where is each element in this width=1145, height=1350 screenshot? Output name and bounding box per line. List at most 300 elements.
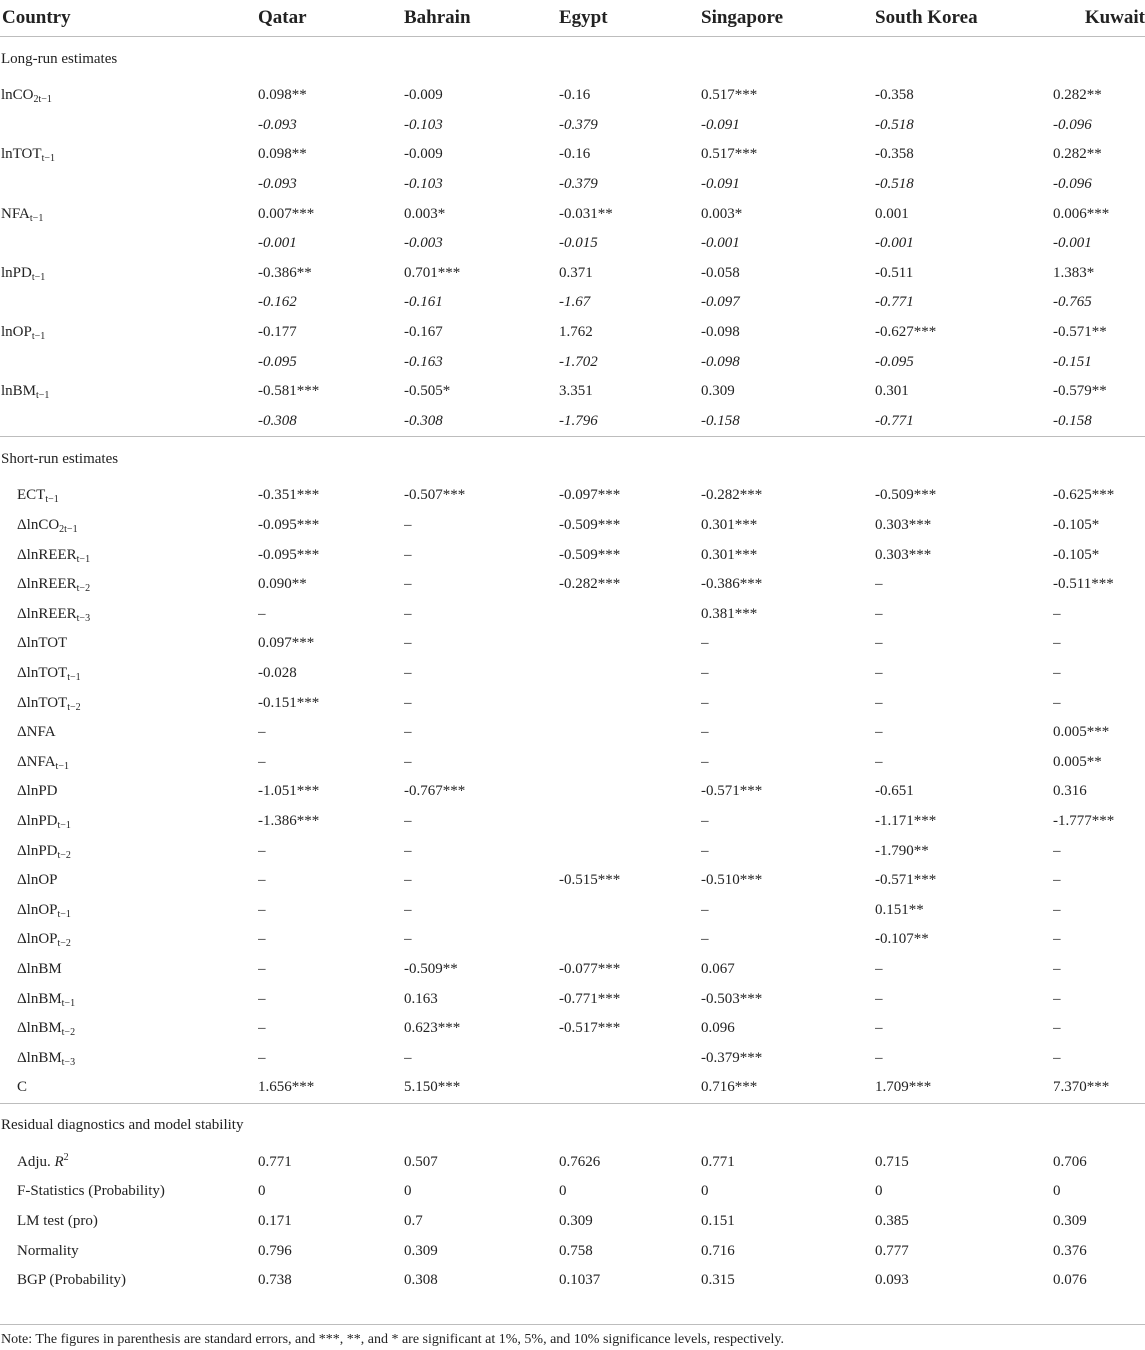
table-cell: -0.095*** [258,546,320,563]
col-header-qatar: Qatar [258,0,404,37]
table-cell: -1.790** [875,842,929,859]
row-label-subscript: 2t−1 [33,94,52,106]
row-label-text: ECT [17,487,46,504]
table-row [0,481,1145,511]
table-cell: -1.051*** [258,783,320,800]
row-label-text: ΔlnBM [17,1049,62,1066]
table-cell: -1.777*** [1053,812,1115,829]
row-label-text: BGP (Probability) [17,1272,127,1289]
table-cell: – [258,872,266,889]
row-label [0,199,258,229]
table-cell: -0.003 [404,235,443,252]
table-cell: 0.163 [404,990,438,1007]
table-cell: 0.309 [1053,1213,1087,1230]
row-label-subscript: t−2 [67,701,81,713]
table-cell: – [701,842,709,859]
row-label-subscript: t−1 [31,271,46,283]
table-cell: – [875,635,883,652]
row-label-subscript: t−2 [57,938,71,950]
table-cell: – [404,1049,412,1066]
table-cell: – [258,1020,266,1037]
section-header-row [0,437,1145,482]
table-cell: – [875,664,883,681]
table-cell: – [404,872,412,889]
table-cell: -0.107** [875,931,929,948]
row-label-subscript: t−1 [45,494,59,506]
row-label-empty [0,288,258,318]
table-cell: – [701,635,709,652]
table-cell: – [1053,1049,1061,1066]
table-cell: -0.151*** [258,694,320,711]
table-row [0,866,1145,896]
table-cell: -0.091 [701,116,740,133]
row-label [0,688,258,718]
row-label-text: ΔlnOP [17,931,58,948]
section-title: Short-run estimates [0,437,1145,482]
table-cell: 0.301 [875,383,909,400]
table-cell: 0 [404,1183,412,1200]
table-cell: -0.379 [559,176,598,193]
row-label-text: ΔlnREER [17,605,77,622]
table-cell: – [1053,842,1061,859]
table-row [0,1266,1145,1296]
table-cell: 0.303*** [875,517,932,534]
std-error-row [0,111,1145,141]
std-error-row [0,229,1145,259]
row-label [0,377,258,407]
table-cell: 0.517*** [701,87,758,104]
table-cell: 0 [701,1183,709,1200]
table-cell: – [258,901,266,918]
table-cell: 3.351 [559,383,593,400]
row-label [0,777,258,807]
table-cell: -0.518 [875,116,914,133]
row-label [0,955,258,985]
row-label-subscript: 2t−1 [59,524,78,536]
table-cell: 0.738 [258,1272,292,1289]
row-label-subscript: t−1 [61,997,76,1009]
table-row [0,540,1145,570]
table-cell: 0.067 [701,960,735,977]
table-cell: -0.282*** [701,487,763,504]
table-cell: -1.702 [559,353,598,370]
table-cell: 0.381*** [701,605,758,622]
table-cell: -0.177 [258,324,297,341]
table-cell: -0.358 [875,146,914,163]
table-cell: -0.386*** [701,576,763,593]
table-cell: – [1053,664,1061,681]
row-label-subscript: t−1 [55,760,69,772]
table-cell: -0.771 [875,294,914,311]
table-cell: -0.009 [404,87,443,104]
row-label [0,718,258,748]
table-cell: -0.509*** [875,487,937,504]
table-cell: -0.511*** [1053,576,1114,593]
table-cell: 5.150*** [404,1079,461,1096]
row-label [0,259,258,289]
row-label-text: ΔlnBM [17,990,62,1007]
table-cell: -0.379 [559,116,598,133]
row-label [0,659,258,689]
table-cell: – [701,931,709,948]
row-label-text: lnPD [1,264,32,281]
table-cell: 0.090** [258,576,307,593]
table-row [0,925,1145,955]
table-cell: 0.005** [1053,753,1102,770]
table-cell: 0.7626 [559,1153,601,1170]
table-cell: 0.716*** [701,1079,758,1096]
table-cell: – [1053,901,1061,918]
table-cell: -0.097 [701,294,740,311]
table-cell: -0.093 [258,116,297,133]
table-cell: -0.167 [404,324,443,341]
row-label-subscript: t−1 [76,553,91,565]
table-cell: -0.518 [875,176,914,193]
table-cell: 0.151** [875,901,924,918]
table-cell: 0.309 [559,1213,593,1230]
table-cell: -0.161 [404,294,443,311]
table-cell: – [1053,635,1061,652]
table-cell: -0.001 [701,235,740,252]
table-row [0,259,1145,289]
table-cell: 0.098** [258,87,307,104]
table-row [0,895,1145,925]
row-label-text: ΔlnREER [17,546,77,563]
table-cell: – [1053,872,1061,889]
row-label-text: LM test (pro) [17,1213,98,1230]
row-label-empty [0,407,258,437]
table-cell: -0.095*** [258,517,320,534]
table-row [0,570,1145,600]
table-cell: 0.771 [701,1153,735,1170]
table-cell: -0.009 [404,146,443,163]
row-label [0,1148,258,1178]
table-cell: -0.308 [258,412,297,429]
table-cell: -0.163 [404,353,443,370]
table-cell: – [404,635,412,652]
table-cell: 0.376 [1053,1242,1087,1259]
table-cell: – [404,812,412,829]
table-cell: – [701,812,709,829]
table-cell [559,688,701,718]
col-header-egypt: Egypt [559,0,701,37]
table-row [0,81,1145,111]
table-cell: -0.771 [875,412,914,429]
row-label [0,807,258,837]
table-cell: -0.771*** [559,990,621,1007]
table-cell: -0.158 [701,412,740,429]
row-label [0,629,258,659]
col-header-bahrain: Bahrain [404,0,559,37]
row-label-text: ΔlnOP [17,872,58,889]
row-label-text: ΔlnBM [17,1020,62,1037]
table-cell: – [875,1049,883,1066]
table-cell: 0 [1053,1183,1061,1200]
row-label-text: F-Statistics (Probability) [17,1183,165,1200]
table-cell: -0.627*** [875,324,937,341]
table-cell: -0.282*** [559,576,621,593]
table-cell: -0.16 [559,87,591,104]
std-error-row [0,170,1145,200]
table-cell: -0.158 [1053,412,1092,429]
row-label-subscript: t−1 [67,671,81,683]
table-cell: -0.028 [258,664,297,681]
table-cell: -0.767*** [404,783,466,800]
row-label-text: ΔlnPD [17,783,58,800]
table-cell: -0.509*** [559,546,621,563]
table-cell: 0.001 [875,205,909,222]
table-cell: – [404,931,412,948]
table-cell: 0.076 [1053,1272,1087,1289]
table-cell: – [258,1049,266,1066]
table-cell: – [404,605,412,622]
table-cell: -0.625*** [1053,487,1115,504]
row-label-subscript: t−1 [31,331,46,343]
row-label-empty [0,229,258,259]
row-label [0,1177,258,1207]
table-cell: -0.093 [258,176,297,193]
row-label-text: ΔlnREER [17,576,77,593]
table-cell: 0.003* [701,205,743,222]
section-title: Residual diagnostics and model stability [0,1103,1145,1148]
table-cell: 0.309 [404,1242,438,1259]
row-label-text: ΔlnTOT [17,664,68,681]
table-cell: – [875,694,883,711]
table-cell: 0 [875,1183,883,1200]
table-row [0,629,1145,659]
table-cell: -0.098 [701,324,740,341]
table-cell: 0.097*** [258,635,315,652]
table-cell: 0.777 [875,1242,909,1259]
table-cell [559,1073,701,1103]
table-row [0,1014,1145,1044]
table-row [0,318,1145,348]
table-cell: – [258,605,266,622]
row-label-text: ΔlnPD [17,812,58,829]
table-row [0,688,1145,718]
table-row [0,1207,1145,1237]
table-cell: 0.308 [404,1272,438,1289]
row-label-text: ΔlnOP [17,901,58,918]
table-cell [559,600,701,630]
row-label-superscript: 2 [63,1151,69,1163]
table-cell: – [701,694,709,711]
row-label-empty [0,347,258,377]
table-cell: 0.282** [1053,87,1102,104]
table-cell: 0.003* [404,205,446,222]
table-row [0,1148,1145,1178]
table-row [0,955,1145,985]
table-row [0,984,1145,1014]
std-error-row [0,288,1145,318]
table-row [0,747,1145,777]
table-cell: – [258,753,266,770]
table-cell: – [1053,960,1061,977]
row-label [0,747,258,777]
table-cell [559,659,701,689]
std-error-row [0,347,1145,377]
table-cell: -0.077*** [559,960,621,977]
table-cell: -0.097*** [559,487,621,504]
table-cell: – [404,546,412,563]
table-cell: -1.796 [559,412,598,429]
table-cell: – [1053,990,1061,1007]
table-cell: 0.716 [701,1242,735,1259]
table-cell: – [404,576,412,593]
table-row [0,1236,1145,1266]
table-cell: -0.103 [404,176,443,193]
table-cell: -0.162 [258,294,297,311]
table-cell: 0.706 [1053,1153,1087,1170]
table-cell: -0.571*** [701,783,763,800]
row-label-text: ΔNFA [17,724,56,741]
table-cell: – [701,664,709,681]
table-cell: -0.511 [875,264,914,281]
table-cell [559,629,701,659]
row-label-text: C [17,1079,28,1096]
row-label [0,1266,258,1296]
table-cell: 0.093 [875,1272,909,1289]
row-label-subscript: t−1 [57,908,71,920]
table-cell: -0.379*** [701,1049,763,1066]
row-label [0,895,258,925]
table-cell: -0.571*** [875,872,937,889]
table-cell: -0.765 [1053,294,1092,311]
table-cell [559,747,701,777]
table-cell: – [1053,931,1061,948]
table-row [0,777,1145,807]
row-label-subscript: t−2 [57,849,71,861]
row-label-subscript: t−2 [61,1027,76,1039]
table-row [0,511,1145,541]
col-header-singapore: Singapore [701,0,875,37]
table-cell: -0.095 [875,353,914,370]
table-cell: – [875,576,883,593]
table-cell: – [701,753,709,770]
table-row [0,1177,1145,1207]
table-cell: – [875,1020,883,1037]
table-cell [559,1043,701,1073]
row-label [0,925,258,955]
table-cell: – [875,960,883,977]
row-label-text: NFA [1,205,30,222]
table-cell: – [875,753,883,770]
table-cell: -0.001 [875,235,914,252]
row-label-text: lnBM [1,383,37,400]
table-cell: 0.1037 [559,1272,601,1289]
table-cell: 0.151 [701,1213,735,1230]
row-label-symbol: R [54,1153,64,1170]
table-cell: 0.701*** [404,264,461,281]
table-cell: – [701,724,709,741]
table-cell: -0.031** [559,205,613,222]
table-cell: 0.796 [258,1242,292,1259]
table-cell: 0.303*** [875,546,932,563]
table-cell: 1.656*** [258,1079,315,1096]
table-row [0,1073,1145,1103]
table-header-row [0,0,1145,37]
table-cell [559,718,701,748]
row-label [0,511,258,541]
table-cell: -0.509*** [559,517,621,534]
table-cell: – [404,842,412,859]
table-cell: 0.385 [875,1213,909,1230]
table-cell: – [404,694,412,711]
table-cell: -1.386*** [258,812,320,829]
row-label-subscript: t−1 [29,212,44,224]
table-cell: 0.371 [559,264,593,281]
table-cell: 0.315 [701,1272,735,1289]
table-body [0,37,1145,1296]
section-title: Long-run estimates [1,50,118,67]
table-row [0,600,1145,630]
table-cell: -0.507*** [404,487,466,504]
table-cell: -1.171*** [875,812,937,829]
row-label [0,600,258,630]
row-label [0,570,258,600]
table-cell: 0.715 [875,1153,909,1170]
table-cell: -0.571** [1053,324,1107,341]
table-row [0,718,1145,748]
note-divider [0,1324,1145,1325]
table-cell: – [1053,694,1061,711]
table-cell: -0.579** [1053,383,1107,400]
table-cell: -0.505* [404,383,451,400]
table-cell [559,895,701,925]
table-cell: -0.308 [404,412,443,429]
table-row [0,807,1145,837]
table-cell: 0.171 [258,1213,292,1230]
row-label-empty [0,111,258,141]
table-cell: – [875,990,883,1007]
table-cell: -0.098 [701,353,740,370]
table-cell: -0.095 [258,353,297,370]
table-cell: -0.103 [404,116,443,133]
row-label [0,140,258,170]
table-cell: – [258,960,266,977]
table-cell: 0.771 [258,1153,292,1170]
row-label [0,1043,258,1073]
row-label-empty [0,170,258,200]
row-label-text: lnCO [1,87,34,104]
row-label-text: ΔlnBM [17,960,62,977]
table-cell: -0.001 [1053,235,1092,252]
table-cell: 1.383* [1053,264,1095,281]
row-label [0,481,258,511]
row-label [0,540,258,570]
table-cell: -0.503*** [701,990,763,1007]
table-cell [559,925,701,955]
table-cell [559,807,701,837]
row-label-text: Adju. [17,1153,55,1170]
table-cell: 0.005*** [1053,724,1110,741]
table-row [0,1043,1145,1073]
table-cell: 1.762 [559,324,593,341]
table-cell: 0.301*** [701,546,758,563]
table-cell: -0.581*** [258,383,320,400]
table-cell: 0.507 [404,1153,438,1170]
row-label [0,984,258,1014]
row-label-text: lnTOT [1,146,42,163]
table-cell: – [701,901,709,918]
table-cell: -0.386** [258,264,312,281]
table-cell: 1.709*** [875,1079,932,1096]
table-cell [559,836,701,866]
table-cell: 0.623*** [404,1020,461,1037]
row-label-text: ΔlnTOT [17,694,68,711]
table-cell: – [258,931,266,948]
table-cell: 0.309 [701,383,735,400]
